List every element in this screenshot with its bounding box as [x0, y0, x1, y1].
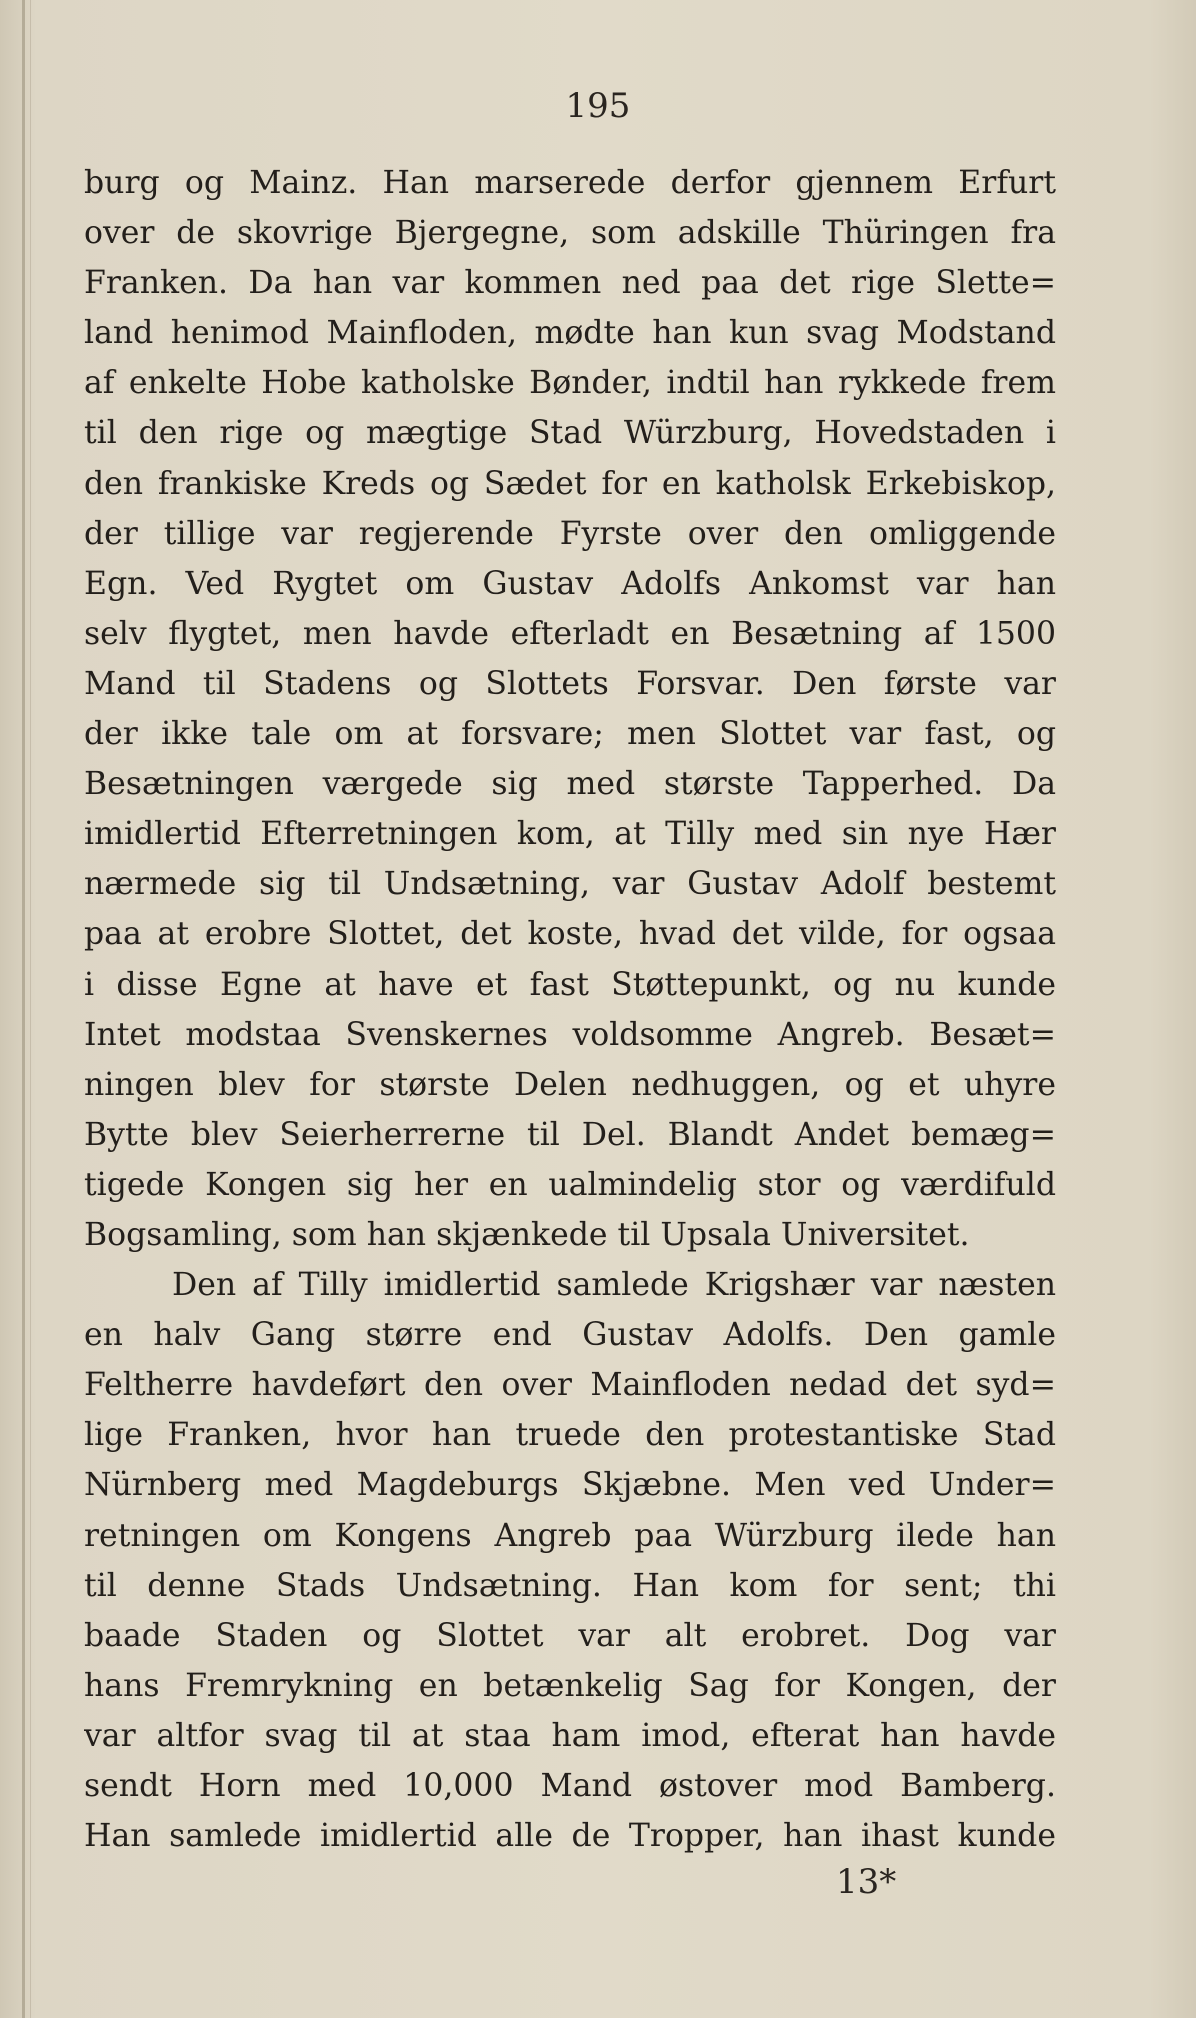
text-line: den frankiske Kreds og Sædet for en katholsk Erkebiskop,: [84, 465, 1056, 502]
text-line: burg og Mainz. Han marserede derfor gjennem Erfurt: [84, 165, 1056, 201]
text-line: baade Staden og Slottet var alt erobret. Dog var: [84, 1617, 1056, 1654]
body-text: [84, 158, 1056, 1861]
text-line: en halv Gang større end Gustav Adolfs. Den gamle: [84, 1317, 1056, 1354]
text-line: Intet modstaa Svenskernes voldsomme Angreb. Besæt=: [84, 1016, 1056, 1053]
paragraph-end-line: Bogsamling, som han skjænkede til Upsala Universitet.: [84, 1216, 970, 1253]
text-line: over de skovrige Bjergegne, som adskille Thüringen fra: [84, 215, 1056, 252]
text-line: hans Fremrykning en betænkelig Sag for Kongen, der: [84, 1667, 1056, 1704]
text-line: Feltherre havdeført den over Mainfloden nedad det syd=: [84, 1367, 1056, 1404]
text-line: Besætningen værgede sig med største Tapperhed. Da: [84, 766, 1056, 803]
text-line: selv flygtet, men havde efterladt en Besætning af 1500: [84, 615, 1056, 652]
text-line: lige Franken, hvor han truede den protestantiske Stad: [84, 1417, 1056, 1454]
text-line: Egn. Ved Rygtet om Gustav Adolfs Ankomst var han: [84, 565, 1056, 602]
text-line: Bytte blev Seierherrerne til Del. Blandt Andet bemæg=: [84, 1116, 1056, 1153]
text-line: tigede Kongen sig her en ualmindelig stor og værdifuld: [84, 1166, 1056, 1203]
paragraph-start-line: Den af Tilly imidlertid samlede Krigshær var næsten: [172, 1267, 1056, 1304]
text-line: imidlertid Efterretningen kom, at Tilly med sin nye Hær: [84, 816, 1056, 853]
text-line: nærmede sig til Undsætning, var Gustav Adolf bestemt: [84, 866, 1056, 903]
signature-mark: 13*: [836, 1862, 897, 1902]
page-fold-shadow: [22, 0, 25, 2018]
text-line: Mand til Stadens og Slottets Forsvar. Den første var: [84, 665, 1056, 702]
page-fold-edge: [30, 0, 31, 2018]
text-line: i disse Egne at have et fast Støttepunkt, og nu kunde: [84, 966, 1056, 1003]
text-line: sendt Horn med 10,000 Mand østover mod Bamberg.: [84, 1768, 1056, 1804]
text-line: Franken. Da han var kommen ned paa det rige Slette=: [84, 265, 1056, 302]
text-line: Nürnberg med Magdeburgs Skjæbne. Men ved Under=: [84, 1467, 1056, 1504]
text-line: til denne Stads Undsætning. Han kom for sent; thi: [84, 1567, 1056, 1604]
text-line: af enkelte Hobe katholske Bønder, indtil han rykkede frem: [84, 365, 1056, 402]
text-line: paa at erobre Slottet, det koste, hvad det vilde, for ogsaa: [84, 916, 1056, 953]
text-line: der ikke tale om at forsvare; men Slottet var fast, og: [84, 716, 1056, 753]
text-line: ningen blev for største Delen nedhuggen, og et uhyre: [84, 1066, 1056, 1103]
text-line: var altfor svag til at staa ham imod, efterat han havde: [84, 1717, 1056, 1754]
page-number: 195: [565, 86, 631, 126]
text-line: til den rige og mægtige Stad Würzburg, Hovedstaden i: [84, 415, 1056, 452]
text-line: Han samlede imidlertid alle de Tropper, han ihast kunde: [84, 1818, 1056, 1855]
text-line: retningen om Kongens Angreb paa Würzburg ilede han: [84, 1517, 1056, 1554]
text-line: der tillige var regjerende Fyrste over den omliggende: [84, 515, 1056, 552]
text-line: land henimod Mainfloden, mødte han kun svag Modstand: [84, 315, 1056, 352]
